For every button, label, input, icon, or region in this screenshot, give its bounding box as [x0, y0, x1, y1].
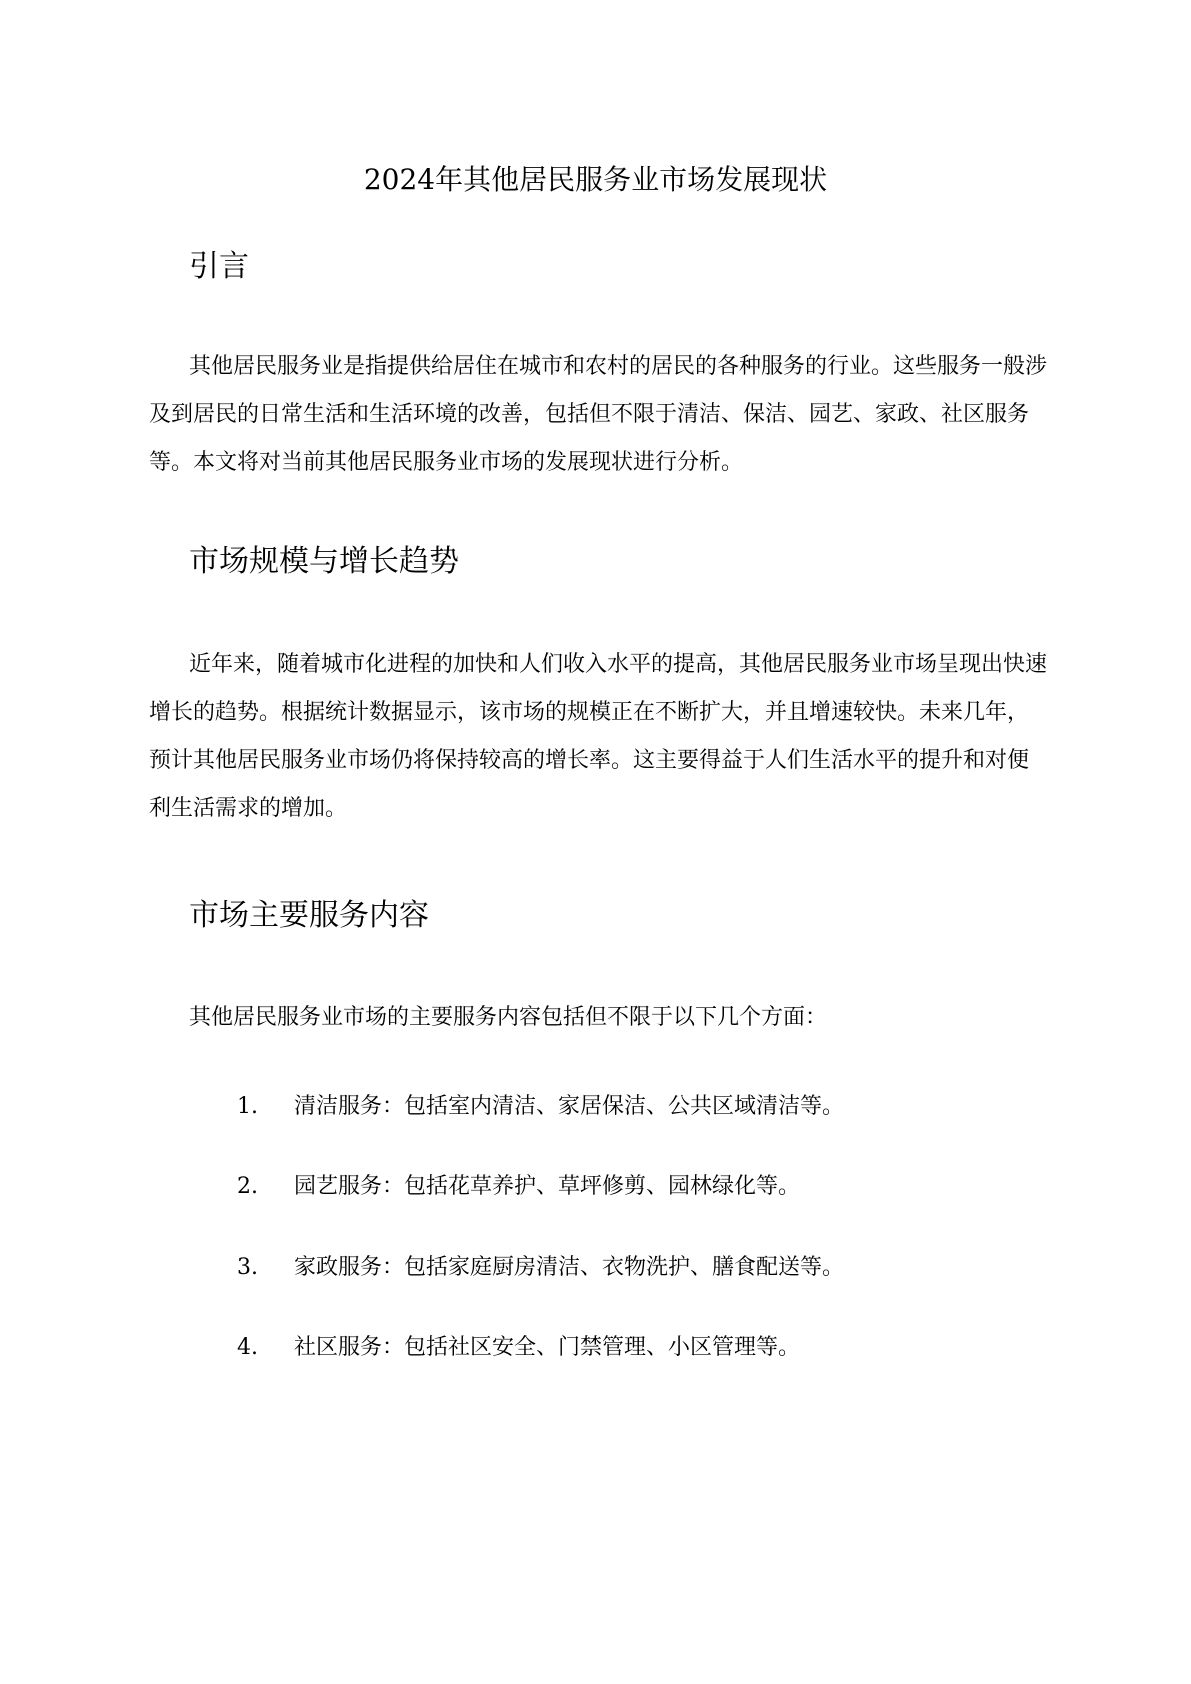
- section-heading-introduction: 引言: [189, 249, 249, 284]
- document-title: 2024年其他居民服务业市场发展现状: [363, 163, 828, 196]
- list-item-number: 2.: [237, 1174, 258, 1199]
- list-item-text: 社区服务：包括社区安全、门禁管理、小区管理等。: [294, 1335, 801, 1360]
- list-item-text: 家政服务：包括家庭厨房清洁、衣物洗护、膳食配送等。: [294, 1255, 845, 1280]
- list-item-number: 1.: [237, 1094, 258, 1119]
- list-item-text: 清洁服务：包括室内清洁、家居保洁、公共区域清洁等。: [294, 1094, 845, 1119]
- section-heading-main-services: 市场主要服务内容: [189, 898, 429, 933]
- market-size-paragraph: 近年来，随着城市化进程的加快和人们收入水平的提高，其他居民服务业市场呈现出快速增长的趋势。根据统计数据显示，该市场的规模正在不断扩大，并且增速较快。未来几年，预计其他居民服务业市场仍将保持较高的增长率。这主要得益于人们生活水平的提升和对便利生活需求的增加。: [149, 652, 1048, 821]
- list-item-number: 3.: [237, 1255, 258, 1280]
- list-item: [237, 1248, 844, 1288]
- list-item: [237, 1328, 800, 1368]
- introduction-paragraph: 其他居民服务业是指提供给居住在城市和农村的居民的各种服务的行业。这些服务一般涉及到居民的日常生活和生活环境的改善，包括但不限于清洁、保洁、园艺、家政、社区服务等。本文将对当前其他居民服务业市场的发展现状进行分析。: [149, 354, 1048, 475]
- section-heading-market-size: 市场规模与增长趋势: [189, 544, 459, 579]
- list-item-text: 园艺服务：包括花草养护、草坪修剪、园林绿化等。: [294, 1174, 801, 1199]
- list-item: [237, 1167, 800, 1207]
- list-item-number: 4.: [237, 1335, 258, 1360]
- list-item: [237, 1087, 844, 1127]
- main-services-intro-paragraph: 其他居民服务业市场的主要服务内容包括但不限于以下几个方面：: [189, 1005, 828, 1030]
